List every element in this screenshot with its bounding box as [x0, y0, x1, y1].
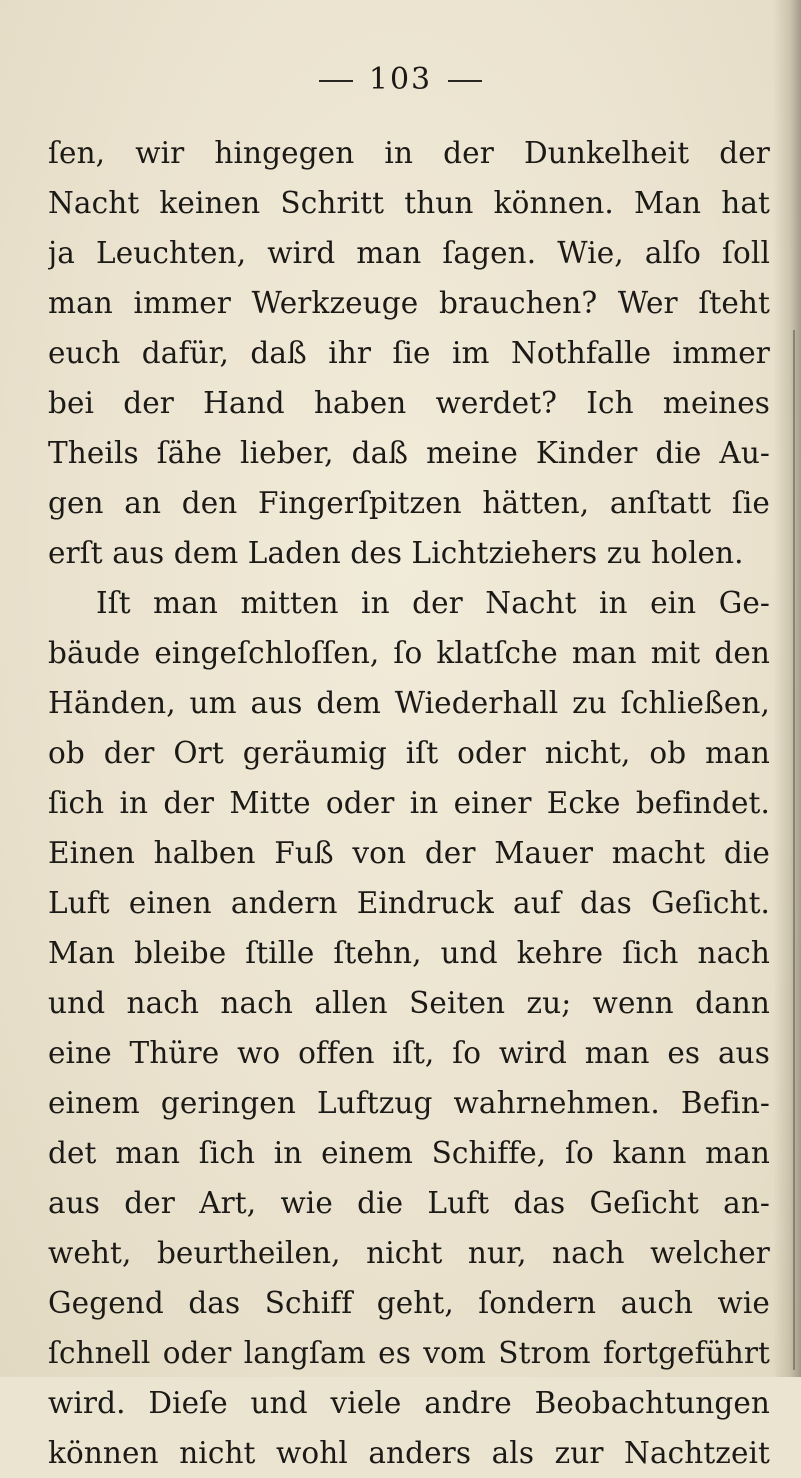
text-line: Händen, um aus dem Wiederhall zu ſchließen, — [48, 686, 770, 720]
text-line: und nach nach allen Seiten zu; wenn dann — [48, 986, 770, 1020]
text-line: bei der Hand haben werdet? Ich meines — [48, 386, 770, 420]
text-line: gen an den Fingerſpitzen hätten, anſtatt ſie — [48, 486, 770, 520]
page-number: 103 — [368, 62, 433, 97]
page-header — [0, 62, 801, 97]
text-line: Iſt man mitten in der Nacht in ein Ge- — [96, 586, 770, 620]
header-dash-right — [448, 80, 482, 82]
text-line: weht, beurtheilen, nicht nur, nach welcher — [48, 1236, 770, 1270]
text-line: wird. Dieſe und viele andre Beobachtungen — [48, 1386, 770, 1420]
text-line: Man bleibe ſtille ſtehn, und kehre ſich nach — [48, 936, 770, 970]
text-line: erſt aus dem Laden des Lichtziehers zu holen. — [48, 536, 744, 570]
text-line: eine Thüre wo offen iſt, ſo wird man es aus — [48, 1036, 770, 1070]
text-line: euch dafür, daß ihr ſie im Nothfalle immer — [48, 336, 770, 370]
text-line: Gegend das Schiff geht, ſondern auch wie — [48, 1286, 770, 1320]
page-edge-line — [793, 330, 795, 1370]
text-line: Nacht keinen Schritt thun können. Man hat — [48, 186, 770, 220]
header-dash-left — [319, 80, 353, 82]
text-line: einem geringen Luftzug wahrnehmen. Befin- — [48, 1086, 770, 1120]
text-line: det man ſich in einem Schiffe, ſo kann man — [48, 1136, 770, 1170]
text-line: ja Leuchten, wird man ſagen. Wie, alſo ſoll — [48, 236, 770, 270]
text-line: Theils ſähe lieber, daß meine Kinder die Au- — [48, 436, 770, 470]
text-line: ſen, wir hingegen in der Dunkelheit der — [48, 136, 770, 170]
text-line: Luft einen andern Eindruck auf das Geſicht. — [48, 886, 770, 920]
body-text — [48, 128, 770, 1478]
text-line: ſich in der Mitte oder in einer Ecke befindet. — [48, 786, 770, 820]
text-line: können nicht wohl anders als zur Nachtzeit — [48, 1436, 770, 1470]
text-line: aus der Art, wie die Luft das Geſicht an- — [48, 1186, 770, 1220]
page-edge-shadow — [773, 0, 801, 1377]
text-line: Einen halben Fuß von der Mauer macht die — [48, 836, 770, 870]
text-line: ſchnell oder langſam es vom Strom fortgeführt — [48, 1336, 770, 1370]
text-line: bäude eingeſchloſſen, ſo klatſche man mit den — [48, 636, 770, 670]
text-line: ob der Ort geräumig iſt oder nicht, ob man — [48, 736, 770, 770]
text-line: man immer Werkzeuge brauchen? Wer ſteht — [48, 286, 770, 320]
